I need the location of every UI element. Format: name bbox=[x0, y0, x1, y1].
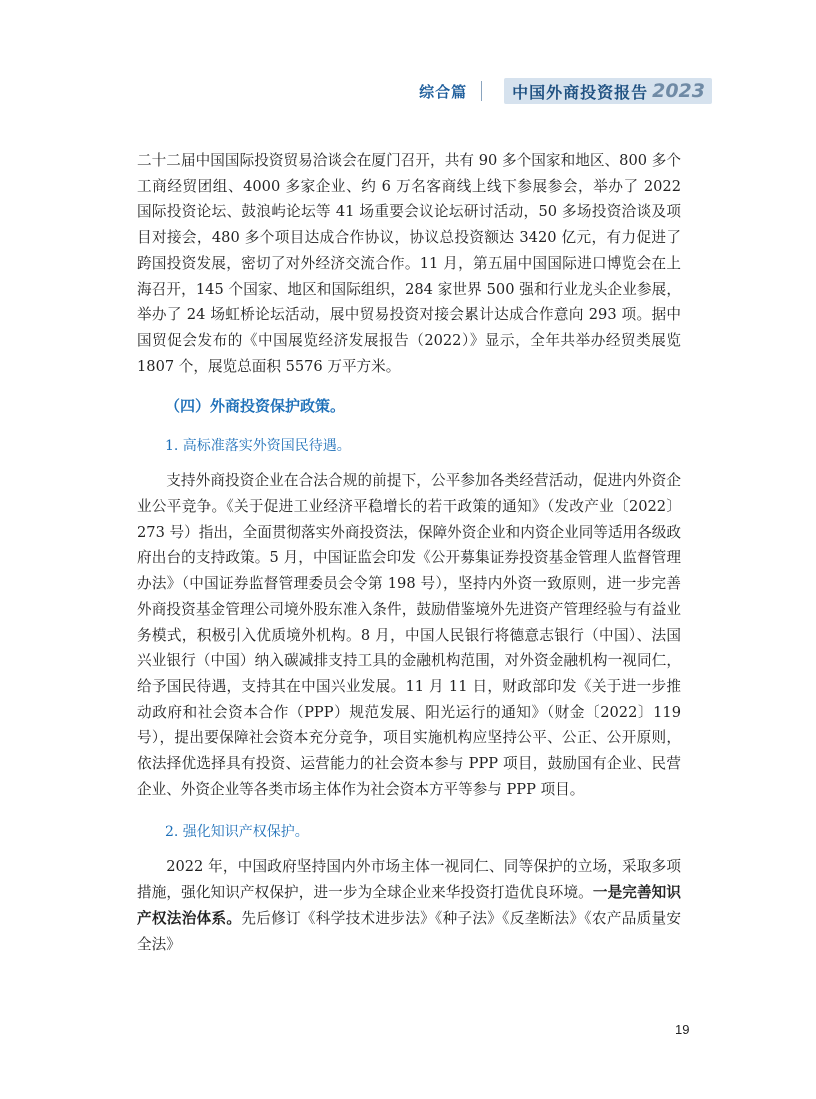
paragraph-ip-protection bbox=[137, 854, 681, 957]
heading-national-treatment: 1. 高标准落实外资国民待遇。 bbox=[165, 438, 351, 455]
page-body bbox=[137, 148, 681, 957]
header-divider bbox=[481, 81, 482, 101]
paragraph-ip-protection-continued: 先后修订《科学技术进步法》《种子法》《反垄断法》《农产品质量安全法》 bbox=[137, 909, 681, 953]
paragraph-expo-events: 二十二届中国国际投资贸易洽谈会在厦门召开，共有 90 多个国家和地区、800 多个工商经贸团组、4000 多家企业、约 6 万名客商线上线下参展参会，举办了 2022 国际投资论坛、鼓浪屿论坛等 41 场重要会议论坛研讨活动，50 多场投资洽谈及项目对接会，480 多个项目达成合作协议，协议总投资额达 3420 亿元，有力促进了跨国投资发展，密切了对外经济交流合作。11 月，第五届中国国际进口博览会在上海召开，145 个国家、地区和国际组织，284 家世界 500 强和行业龙头企业参展，举办了 24 场虹桥论坛活动，展中贸易投资对接会累计达成合作意向 293 项。据中国贸促会发布的《中国展览经济发展报告（2022）》显示，全年共举办经贸类展览 1807 个，展览总面积 5576 万平方米。 bbox=[137, 152, 681, 375]
heading-investment-protection-policy: （四）外商投资保护政策。 bbox=[165, 397, 346, 416]
page-number: 19 bbox=[675, 1022, 690, 1037]
heading-ip-protection: 2. 强化知识产权保护。 bbox=[165, 824, 309, 841]
report-year: 2023 bbox=[652, 80, 705, 102]
report-title-badge bbox=[504, 78, 712, 104]
paragraph-national-treatment: 支持外商投资企业在合法合规的前提下，公平参加各类经营活动，促进内外资企业公平竞争。《关于促进工业经济平稳增长的若干政策的通知》（发改产业〔2022〕273 号）指出，全面贯彻落实外商投资法，保障外资企业和内资企业同等适用各级政府出台的支持政策。5 月，中国证监会印发《公开募集证券投资基金管理人监督管理办法》（中国证券监督管理委员会令第 198 号），坚持内外资一致原则，进一步完善外商投资基金管理公司境外股东准入条件，鼓励借鉴境外先进资产管理经验与有益业务模式，积极引入优质境外机构。8 月，中国人民银行将德意志银行（中国）、法国兴业银行（中国）纳入碳减排支持工具的金融机构范围，对外资金融机构一视同仁，给予国民待遇，支持其在中国兴业发展。11 月 11 日，财政部印发《关于进一步推动政府和社会资本合作（PPP）规范发展、阳光运行的通知》（财金〔2022〕119 号），提出要保障社会资本充分竞争，项目实施机构应坚持公平、公正、公开原则，依法择优选择具有投资、运营能力的社会资本参与 PPP 项目，鼓励国有企业、民营企业、外资企业等各类市场主体作为社会资本方平等参与 PPP 项目。 bbox=[137, 472, 681, 798]
report-title: 中国外商投资报告 bbox=[512, 82, 649, 102]
section-name: 综合篇 bbox=[419, 82, 468, 101]
paragraph-ip-protection-bold: 一是完善知识产权法治体系。 bbox=[137, 884, 681, 927]
running-header bbox=[419, 76, 712, 106]
paragraph-ip-protection-text: 2022 年，中国政府坚持国内外市场主体一视同仁、同等保护的立场，采取多项措施，强化知识产权保护，进一步为全球企业来华投资打造优良环境。 bbox=[137, 858, 681, 902]
